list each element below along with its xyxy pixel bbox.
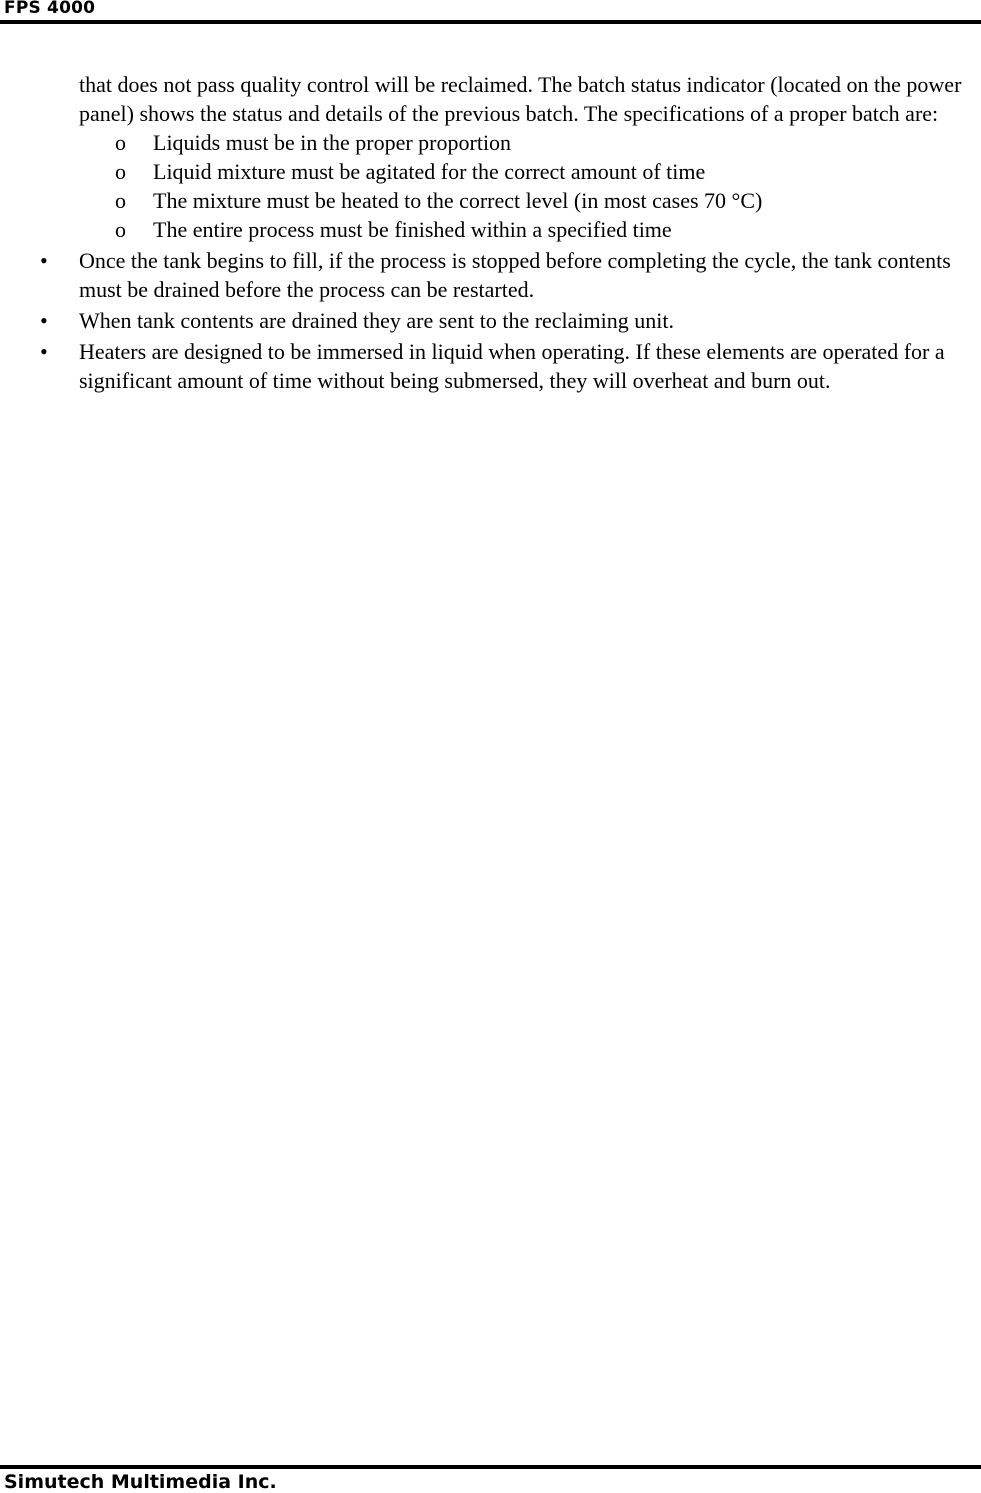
page-footer [0, 1465, 981, 1493]
bullet-icon: • [40, 339, 48, 364]
list-item [0, 215, 981, 244]
list-item [0, 337, 959, 395]
list-item-text: The entire process must be finished within a specified time [153, 217, 672, 242]
bullet-icon: • [40, 248, 48, 273]
page-header [0, 0, 981, 26]
list-item [0, 128, 981, 157]
list-item [0, 186, 981, 215]
list-item-text: Once the tank begins to fill, if the process is stopped before completing the cycle, the tank contents must be drained before the process can be restarted. [79, 248, 951, 302]
list-item-text: The mixture must be heated to the correct level (in most cases 70 °C) [153, 188, 763, 213]
list-item-text: Liquid mixture must be agitated for the correct amount of time [153, 159, 706, 184]
list-item [0, 157, 981, 186]
circle-bullet-icon: o [115, 217, 126, 242]
header-title: FPS 4000 [4, 0, 96, 18]
document-body [0, 70, 981, 395]
list-item [0, 246, 959, 304]
list-item-text: Liquids must be in the proper proportion [153, 130, 512, 155]
list-item [0, 306, 959, 335]
continuation-paragraph: that does not pass quality control will be reclaimed. The batch status indicator (located on the power panel) shows the status and details of the previous batch. The specifications of a proper batch are: [79, 72, 962, 126]
circle-bullet-icon: o [115, 159, 126, 184]
header-rule [0, 20, 981, 24]
circle-bullet-icon: o [115, 188, 126, 213]
footer-company-name: Simutech Multimedia Inc. [4, 1471, 277, 1493]
footer-rule [0, 1465, 981, 1469]
circle-bullet-icon: o [115, 130, 126, 155]
list-item-text: Heaters are designed to be immersed in liquid when operating. If these elements are operated for a significant amount of time without being submersed, they will overheat and burn out. [79, 339, 945, 393]
bullet-icon: • [40, 308, 48, 333]
list-item-text: When tank contents are drained they are sent to the reclaiming unit. [79, 308, 674, 333]
specification-list [0, 128, 981, 244]
bullet-list [0, 246, 981, 395]
